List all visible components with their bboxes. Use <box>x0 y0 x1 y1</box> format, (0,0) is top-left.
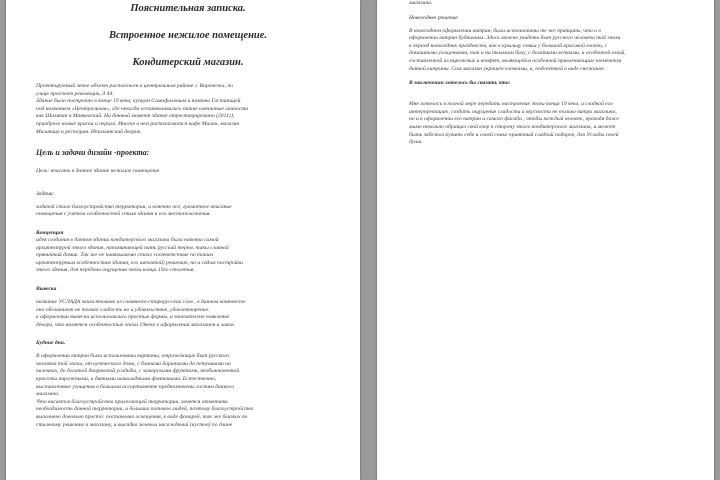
doc-subtitle: Встроенное нежилое помещение. <box>108 30 268 41</box>
text-line: палочках, до богатой дворянской усадьбы, с заморскими фруктами, необыкновенной <box>36 368 240 375</box>
goal-line: Цель: вписать в данное здание нежилое помещение. <box>36 168 161 175</box>
text-line: декора, что является особенностью эпохи 19века в оформлении магазинов и лавок. <box>36 321 236 328</box>
text-line: Здание было построено в конце 19 века, купцом Самофаловым и названо Гостиницей <box>36 98 241 105</box>
text-line: как Шаляпин и Маяковский. На данный момент здание отреставрировано (2011г), <box>36 113 235 120</box>
conclusion-heading: В заключении хотелось бы сказать что: <box>409 80 511 87</box>
text-line: домашними угощениями, так и на тыльном балу, с богатыми яствами, и особенной елкой, <box>409 50 626 57</box>
text-line: составленной из пирожных и конфет, являющейся особенной привлекающим элементом <box>409 57 622 64</box>
concept-heading: Концепция <box>36 229 64 236</box>
text-line: оно обозначает не только сладость но и удовольствие, удовлетворение. <box>36 306 210 313</box>
text-line: под названием «Центральная», где некогда останавливались такие именитые личности <box>36 105 249 112</box>
text-line: в оформлении вывески использовались простые формы, и запечатлено появление <box>36 314 230 321</box>
text-line: пряничный домик. Так же не навязываемо стало соответствие по таким <box>36 252 213 259</box>
text-line: этого здания, для передачи ощущения эпохи конца 19го столетия. <box>36 267 195 274</box>
doc-subtitle-shop: Кондитерский магазин. <box>132 57 244 68</box>
newyear-heading: Новогоднее решение <box>409 14 458 21</box>
text-line: стилевому решению к магазину, и высадка зеленых насаждений (кустов) по длине <box>36 421 233 428</box>
document-page-right <box>377 0 714 480</box>
text-line: архитектурным особенностям здания, его шеповной) решению, но и годам постройки <box>36 259 243 266</box>
text-line: магазина. <box>36 391 60 398</box>
text-line: архитектурой этого здания, напоминающей пить русский терем, такы славной <box>36 244 229 251</box>
text-line: помещения с учетом особенностей стиля здания и его местоположения. <box>36 211 211 218</box>
sign-heading: Вывеска <box>36 285 57 292</box>
text-line: В оформлении витрин были использованы картины, отражающие быт русского <box>36 353 230 360</box>
text-line: приобрело новые краски и перила. Иногче в нем располагаются кафе Милан, магазин <box>36 120 240 127</box>
text-line: Что касается благоустройства прилегающей территории, хочется отметить <box>36 398 228 405</box>
text-line: магазина. <box>409 0 433 6</box>
text-line: в период новогодних празднеств, как к крыльцу семьи у большой красивой елочки, с <box>409 42 608 49</box>
text-line: оформлении витрин будничных. Здесь можно увидеть быт русского человека той эпохи <box>409 35 621 42</box>
text-line: Мне хотелось в полной мере передать настроение эпохи конца 19 века, и сладкой его <box>409 101 613 108</box>
text-line: красоты пирожными, и дивными шоколадными фонтанами. Естественно, <box>36 376 217 383</box>
intro-paragraph <box>36 83 340 136</box>
text-line: В новогоднем оформлении витрин, были использованы те же принципы, что и в <box>409 27 601 34</box>
text-line: души. <box>409 139 423 146</box>
text-line: идея создания в данном здании кондитерского магазина была навеяна самой <box>36 236 219 243</box>
text-line: улице проспект революции, д 44. <box>36 90 114 97</box>
goals-heading: Цель и задачи дизайн -проекта: <box>36 148 150 158</box>
weekdays-heading: Будние дни. <box>36 340 66 347</box>
doc-title: Пояснительная записка. <box>130 3 246 14</box>
text-line: мимо невольно обращал свой взор в сторону этого кондитерского магазина, и может <box>409 123 616 130</box>
text-line: быть забежал купить себе и своей семье приятный сладкий подарок, для Услады своей <box>409 131 619 138</box>
text-line: необходимость данной территории, и больших потоков людей, поэтому благоустройство <box>36 406 254 413</box>
text-line: выставленные угощения в большом ассортименте предназначены гостям данного <box>36 383 235 390</box>
text-line: выполнено довольно просто: постановка освещения, в виде фонарей, так же близких по <box>36 414 248 421</box>
text-line: задачей стало благоустройство территории, и конечно же, грамотное вписание <box>36 203 232 210</box>
document-page-left <box>6 0 360 480</box>
text-line: Проектируемый зеное объект расположен в центральном районе г. Воронежа, по <box>36 83 233 89</box>
text-line: интерпретацию, создать ощущение сладости и вкусности не только витри магазина, <box>409 108 617 115</box>
tasks-heading: Задачи: <box>36 190 55 197</box>
text-line: название УСЛАДА заимствовано из славянско-старорусских слов , в данном контексте <box>36 298 246 305</box>
text-line: но и в оформлении его витрин и самого фасада , чтобы каждый человек, проходя даже <box>409 116 619 123</box>
text-line: человека той эпохи, от купеческого дома, с блинами баранками да петушками на <box>36 360 231 367</box>
text-line: данной витрины. Сам магазин украшен елочками, и, подсветкой в виде снежинок. <box>409 65 606 72</box>
text-line: Милавица и ресторан. Итальянский дворик. <box>36 128 142 135</box>
